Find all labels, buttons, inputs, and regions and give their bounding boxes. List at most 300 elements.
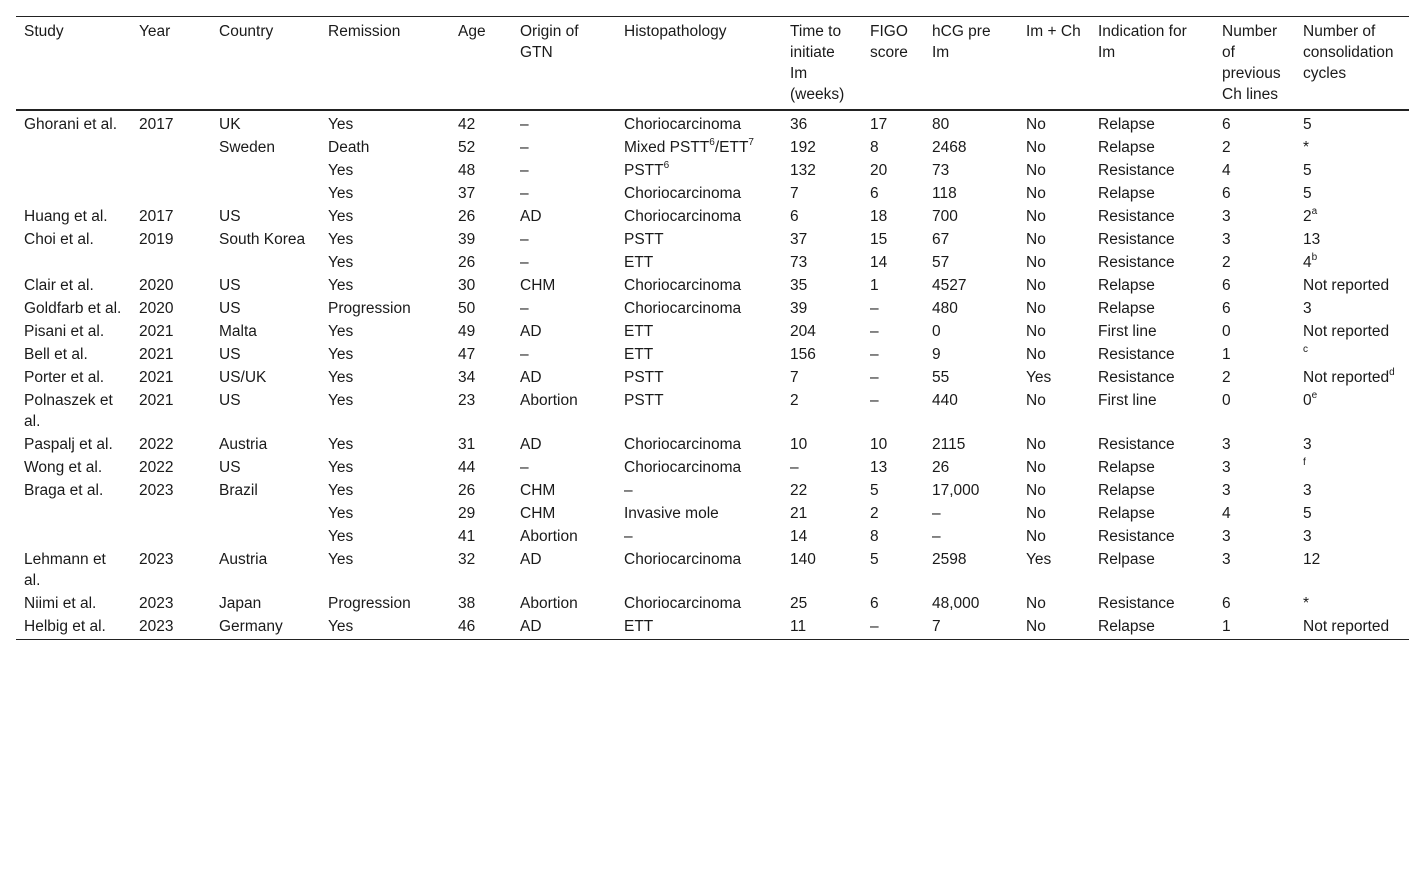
cell-remission-text: Death — [328, 139, 370, 156]
cell-country — [211, 297, 320, 320]
cell-hcg-text: 118 — [932, 185, 957, 202]
cell-histopathology — [616, 456, 782, 479]
cell-origin-text: – — [520, 116, 529, 133]
cell-previous-lines-text: 3 — [1222, 436, 1231, 453]
header-histopathology: Histopathology — [616, 17, 782, 111]
cell-origin-text: Abortion — [520, 528, 578, 545]
cell-age-text: 42 — [458, 116, 476, 133]
cell-consolidation-cycles — [1295, 456, 1409, 479]
cell-indication — [1090, 297, 1214, 320]
cell-previous-lines-text: 0 — [1222, 392, 1231, 409]
cell-time — [782, 251, 862, 274]
cell-year — [131, 136, 211, 159]
cell-origin — [512, 205, 616, 228]
cell-histopathology-text: Choriocarcinoma — [624, 300, 742, 317]
cell-histopathology-text: Choriocarcinoma — [624, 116, 742, 133]
cell-country-text: Malta — [219, 323, 257, 340]
cell-year — [131, 182, 211, 205]
cell-study-text: Goldfarb et al. — [24, 300, 122, 317]
cell-study — [16, 615, 131, 640]
cell-remission — [320, 110, 450, 136]
cell-previous-lines-text: 6 — [1222, 116, 1231, 133]
cell-consolidation-cycles — [1295, 525, 1409, 548]
cell-previous-lines — [1214, 251, 1295, 274]
cell-im-ch-text: Yes — [1026, 369, 1052, 386]
cell-study — [16, 343, 131, 366]
cell-age — [450, 182, 512, 205]
cell-indication-text: Relapse — [1098, 482, 1155, 499]
cell-hcg-text: 4527 — [932, 277, 967, 294]
cell-consolidation-cycles-text: * — [1303, 139, 1310, 156]
table-row — [16, 615, 1409, 640]
cell-indication — [1090, 525, 1214, 548]
cell-consolidation-cycles-text: 12 — [1303, 551, 1321, 568]
cell-im-ch — [1018, 389, 1090, 433]
cell-figo-text: 10 — [870, 436, 888, 453]
cell-origin-text: AD — [520, 618, 542, 635]
cell-hcg-text: 9 — [932, 346, 941, 363]
cell-study — [16, 320, 131, 343]
cell-figo-text: – — [870, 346, 879, 363]
cell-age — [450, 110, 512, 136]
cell-origin — [512, 366, 616, 389]
cell-indication — [1090, 182, 1214, 205]
cell-figo-text: 18 — [870, 208, 888, 225]
cell-age — [450, 251, 512, 274]
cell-consolidation-cycles — [1295, 615, 1409, 640]
cell-consolidation-cycles-text: Not reported — [1303, 369, 1390, 386]
cell-remission-text: Yes — [328, 459, 354, 476]
cell-im-ch — [1018, 433, 1090, 456]
cell-time — [782, 389, 862, 433]
cell-consolidation-cycles-text: Not reported — [1303, 323, 1390, 340]
cell-im-ch-text: No — [1026, 528, 1046, 545]
cell-previous-lines — [1214, 479, 1295, 502]
cell-hcg-text: 80 — [932, 116, 950, 133]
cell-histopathology-text-2: /ETT — [714, 139, 749, 156]
cell-remission-text: Yes — [328, 231, 354, 248]
cell-im-ch — [1018, 205, 1090, 228]
cell-study-text: Polnaszek et al. — [24, 392, 113, 430]
cell-hcg-text: 73 — [932, 162, 950, 179]
cell-hcg — [924, 205, 1018, 228]
cell-histopathology-text: PSTT — [624, 231, 664, 248]
cell-histopathology-text: – — [624, 482, 633, 499]
cell-hcg — [924, 251, 1018, 274]
cell-im-ch — [1018, 525, 1090, 548]
cell-age — [450, 136, 512, 159]
cell-histopathology-text: ETT — [624, 618, 654, 635]
cell-im-ch — [1018, 320, 1090, 343]
cell-age — [450, 592, 512, 615]
footnote-ref: 6 — [663, 159, 670, 171]
cell-histopathology — [616, 548, 782, 592]
table-row — [16, 320, 1409, 343]
cell-histopathology — [616, 479, 782, 502]
cell-time-text: 204 — [790, 323, 816, 340]
cell-remission-text: Progression — [328, 300, 411, 317]
cell-year-text: 2021 — [139, 369, 174, 386]
cell-histopathology-text: PSTT — [624, 369, 664, 386]
cell-consolidation-cycles-text: 5 — [1303, 116, 1312, 133]
cell-study — [16, 389, 131, 433]
cell-hcg — [924, 366, 1018, 389]
cell-origin-text: AD — [520, 551, 542, 568]
footnote-ref: 6 — [709, 136, 715, 148]
cell-hcg — [924, 548, 1018, 592]
cell-origin-text: – — [520, 185, 529, 202]
cell-im-ch-text: No — [1026, 254, 1046, 271]
cell-remission-text: Progression — [328, 595, 411, 612]
cell-indication — [1090, 615, 1214, 640]
cell-origin — [512, 343, 616, 366]
cell-consolidation-cycles — [1295, 479, 1409, 502]
cell-country — [211, 615, 320, 640]
cell-hcg — [924, 182, 1018, 205]
cell-year — [131, 343, 211, 366]
cell-histopathology — [616, 502, 782, 525]
cell-origin — [512, 320, 616, 343]
table-row — [16, 251, 1409, 274]
cell-origin-text: – — [520, 300, 529, 317]
cell-previous-lines — [1214, 110, 1295, 136]
cell-year-text: 2023 — [139, 595, 174, 612]
cell-country — [211, 592, 320, 615]
cell-previous-lines-text: 1 — [1222, 346, 1231, 363]
cell-im-ch-text: No — [1026, 185, 1046, 202]
cell-country-text: US — [219, 392, 241, 409]
cell-hcg — [924, 228, 1018, 251]
cell-previous-lines-text: 6 — [1222, 277, 1231, 294]
cell-origin — [512, 525, 616, 548]
cell-time — [782, 320, 862, 343]
cell-indication — [1090, 228, 1214, 251]
cell-indication-text: Resistance — [1098, 528, 1175, 545]
cell-age-text: 50 — [458, 300, 476, 317]
cell-time-text: 7 — [790, 185, 799, 202]
table-row — [16, 274, 1409, 297]
cell-histopathology-text: Choriocarcinoma — [624, 185, 742, 202]
cell-origin — [512, 182, 616, 205]
cell-country — [211, 366, 320, 389]
cell-figo — [862, 205, 924, 228]
table-row — [16, 592, 1409, 615]
cell-remission — [320, 592, 450, 615]
cell-previous-lines — [1214, 297, 1295, 320]
cell-remission-text: Yes — [328, 185, 354, 202]
cell-age — [450, 343, 512, 366]
cell-indication — [1090, 479, 1214, 502]
cell-previous-lines-text: 3 — [1222, 208, 1231, 225]
cell-consolidation-cycles-text: 5 — [1303, 162, 1312, 179]
cell-origin-text: – — [520, 162, 529, 179]
cell-figo — [862, 502, 924, 525]
cell-figo — [862, 366, 924, 389]
cell-consolidation-cycles — [1295, 592, 1409, 615]
cell-figo-text: 14 — [870, 254, 888, 271]
cell-remission — [320, 389, 450, 433]
cell-country-text: Brazil — [219, 482, 258, 499]
table-container — [16, 16, 1409, 640]
cell-histopathology — [616, 525, 782, 548]
cell-time — [782, 456, 862, 479]
cell-remission-text: Yes — [328, 505, 354, 522]
cell-remission-text: Yes — [328, 277, 354, 294]
cell-year — [131, 297, 211, 320]
cell-indication-text: Relapse — [1098, 116, 1155, 133]
cell-origin-text: AD — [520, 208, 542, 225]
cell-hcg-text: 440 — [932, 392, 958, 409]
cell-histopathology-text: ETT — [624, 323, 654, 340]
cell-indication-text: Relapse — [1098, 505, 1155, 522]
cell-country — [211, 479, 320, 502]
cell-remission-text: Yes — [328, 551, 354, 568]
table-body — [16, 110, 1409, 640]
cell-age — [450, 615, 512, 640]
cell-study — [16, 548, 131, 592]
cell-figo — [862, 274, 924, 297]
cell-hcg — [924, 615, 1018, 640]
cell-consolidation-cycles — [1295, 110, 1409, 136]
cell-figo — [862, 159, 924, 182]
cell-im-ch — [1018, 136, 1090, 159]
cell-origin-text: – — [520, 231, 529, 248]
cell-figo — [862, 110, 924, 136]
cell-im-ch-text: No — [1026, 208, 1046, 225]
cell-age — [450, 320, 512, 343]
cell-origin — [512, 228, 616, 251]
cell-im-ch-text: No — [1026, 300, 1046, 317]
cell-consolidation-cycles-text: 2 — [1303, 208, 1312, 225]
cell-previous-lines-text: 6 — [1222, 595, 1231, 612]
cell-remission-text: Yes — [328, 369, 354, 386]
cell-hcg-text: 480 — [932, 300, 958, 317]
cell-study-text: Huang et al. — [24, 208, 108, 225]
cell-age — [450, 274, 512, 297]
cell-age — [450, 548, 512, 592]
cell-origin — [512, 251, 616, 274]
cell-year-text: 2021 — [139, 323, 174, 340]
cell-study-text: Ghorani et al. — [24, 116, 118, 133]
cell-origin-text: Abortion — [520, 392, 578, 409]
cell-im-ch — [1018, 159, 1090, 182]
cell-age-text: 49 — [458, 323, 476, 340]
cell-im-ch-text: Yes — [1026, 551, 1052, 568]
cell-histopathology-text: Choriocarcinoma — [624, 208, 742, 225]
footnote-ref: f — [1303, 456, 1306, 468]
cell-country — [211, 343, 320, 366]
cell-histopathology — [616, 251, 782, 274]
cell-figo — [862, 228, 924, 251]
cell-histopathology-text: ETT — [624, 346, 654, 363]
header-remission: Remission — [320, 17, 450, 111]
table-row — [16, 159, 1409, 182]
cell-figo — [862, 343, 924, 366]
cell-study — [16, 456, 131, 479]
cell-hcg-text: 57 — [932, 254, 950, 271]
cell-remission — [320, 433, 450, 456]
cell-indication — [1090, 274, 1214, 297]
cell-age — [450, 297, 512, 320]
cell-im-ch-text: No — [1026, 392, 1046, 409]
cell-previous-lines-text: 3 — [1222, 231, 1231, 248]
cell-figo — [862, 251, 924, 274]
cell-study-text: Clair et al. — [24, 277, 94, 294]
cell-hcg-text: 2468 — [932, 139, 967, 156]
cell-hcg — [924, 433, 1018, 456]
cell-im-ch-text: No — [1026, 346, 1046, 363]
header-year: Year — [131, 17, 211, 111]
cell-consolidation-cycles-text: Not reported — [1303, 618, 1390, 635]
cell-country-text: Austria — [219, 436, 268, 453]
cell-age-text: 23 — [458, 392, 476, 409]
cell-year — [131, 205, 211, 228]
cell-consolidation-cycles-text: 3 — [1303, 300, 1312, 317]
cell-country-text: Austria — [219, 551, 268, 568]
cell-time-text: 22 — [790, 482, 808, 499]
cell-remission — [320, 366, 450, 389]
cell-histopathology — [616, 615, 782, 640]
cell-figo — [862, 548, 924, 592]
cell-indication — [1090, 366, 1214, 389]
cell-previous-lines — [1214, 182, 1295, 205]
cell-previous-lines-text: 3 — [1222, 459, 1231, 476]
cell-remission — [320, 297, 450, 320]
cell-time-text: 132 — [790, 162, 816, 179]
cell-country — [211, 136, 320, 159]
cell-time — [782, 274, 862, 297]
cell-consolidation-cycles — [1295, 274, 1409, 297]
cell-time — [782, 182, 862, 205]
cell-origin-text: – — [520, 254, 529, 271]
cell-consolidation-cycles — [1295, 343, 1409, 366]
cell-im-ch-text: No — [1026, 116, 1046, 133]
header-country: Country — [211, 17, 320, 111]
cell-consolidation-cycles-text: 0 — [1303, 392, 1312, 409]
cell-im-ch — [1018, 297, 1090, 320]
cell-histopathology-text: PSTT — [624, 162, 664, 179]
cell-previous-lines-text: 4 — [1222, 505, 1231, 522]
cell-previous-lines-text: 0 — [1222, 323, 1231, 340]
cell-origin-text: CHM — [520, 482, 556, 499]
cell-time-text: 6 — [790, 208, 799, 225]
cell-age — [450, 389, 512, 433]
cell-hcg-text: 2115 — [932, 436, 966, 453]
cell-country-text: US — [219, 277, 241, 294]
header-age: Age — [450, 17, 512, 111]
cell-time-text: 192 — [790, 139, 816, 156]
cell-figo-text: – — [870, 323, 879, 340]
footnote-ref: d — [1389, 366, 1395, 378]
cell-year — [131, 320, 211, 343]
cell-age — [450, 205, 512, 228]
cell-remission-text: Yes — [328, 528, 354, 545]
cell-year — [131, 228, 211, 251]
cell-origin — [512, 136, 616, 159]
cell-time-text: 36 — [790, 116, 808, 133]
table-row — [16, 456, 1409, 479]
cell-country — [211, 228, 320, 251]
header-time: Time to initiate Im (weeks) — [782, 17, 862, 111]
cell-study — [16, 182, 131, 205]
cell-indication-text: Resistance — [1098, 346, 1175, 363]
cell-hcg-text: – — [932, 505, 941, 522]
cell-remission-text: Yes — [328, 162, 354, 179]
cell-figo-text: 8 — [870, 139, 879, 156]
cell-age-text: 46 — [458, 618, 476, 635]
cell-hcg-text: 7 — [932, 618, 941, 635]
cell-histopathology-text: PSTT — [624, 392, 664, 409]
cell-year — [131, 548, 211, 592]
cell-indication-text: First line — [1098, 323, 1157, 340]
cell-year — [131, 389, 211, 433]
cell-im-ch — [1018, 343, 1090, 366]
cell-age — [450, 525, 512, 548]
cell-previous-lines-text: 2 — [1222, 369, 1231, 386]
cell-indication-text: Resistance — [1098, 369, 1175, 386]
cell-origin — [512, 110, 616, 136]
cell-hcg — [924, 110, 1018, 136]
table-row — [16, 548, 1409, 592]
footnote-ref: 7 — [748, 136, 754, 148]
cell-hcg — [924, 502, 1018, 525]
cell-age — [450, 456, 512, 479]
cell-age-text: 26 — [458, 254, 476, 271]
table-row — [16, 110, 1409, 136]
cell-previous-lines — [1214, 274, 1295, 297]
table-row — [16, 297, 1409, 320]
cell-country — [211, 205, 320, 228]
cell-time — [782, 110, 862, 136]
cell-age-text: 31 — [458, 436, 476, 453]
cell-indication — [1090, 389, 1214, 433]
cell-figo-text: – — [870, 369, 879, 386]
cell-im-ch-text: No — [1026, 618, 1046, 635]
cell-figo-text: 17 — [870, 116, 888, 133]
header-indication: Indication for Im — [1090, 17, 1214, 111]
cell-remission-text: Yes — [328, 346, 354, 363]
cell-age-text: 32 — [458, 551, 476, 568]
cell-previous-lines — [1214, 389, 1295, 433]
cell-previous-lines — [1214, 205, 1295, 228]
cell-remission-text: Yes — [328, 482, 354, 499]
cell-histopathology-text: Invasive mole — [624, 505, 719, 522]
cell-indication-text: Resistance — [1098, 231, 1175, 248]
cell-indication-text: Relapse — [1098, 618, 1155, 635]
cell-origin — [512, 274, 616, 297]
cell-origin-text: Abortion — [520, 595, 578, 612]
cell-histopathology-text: Choriocarcinoma — [624, 595, 742, 612]
cell-year — [131, 615, 211, 640]
cell-year — [131, 366, 211, 389]
cell-consolidation-cycles — [1295, 433, 1409, 456]
cell-figo-text: 5 — [870, 482, 879, 499]
cell-indication — [1090, 159, 1214, 182]
cell-histopathology — [616, 159, 782, 182]
cell-time — [782, 525, 862, 548]
cell-origin — [512, 433, 616, 456]
cell-consolidation-cycles — [1295, 548, 1409, 592]
cell-study-text: Helbig et al. — [24, 618, 106, 635]
cell-previous-lines-text: 6 — [1222, 300, 1231, 317]
cell-year-text: 2023 — [139, 618, 174, 635]
cell-im-ch — [1018, 366, 1090, 389]
cell-country — [211, 502, 320, 525]
cell-country — [211, 110, 320, 136]
cell-im-ch — [1018, 502, 1090, 525]
cell-consolidation-cycles — [1295, 320, 1409, 343]
cell-previous-lines — [1214, 615, 1295, 640]
